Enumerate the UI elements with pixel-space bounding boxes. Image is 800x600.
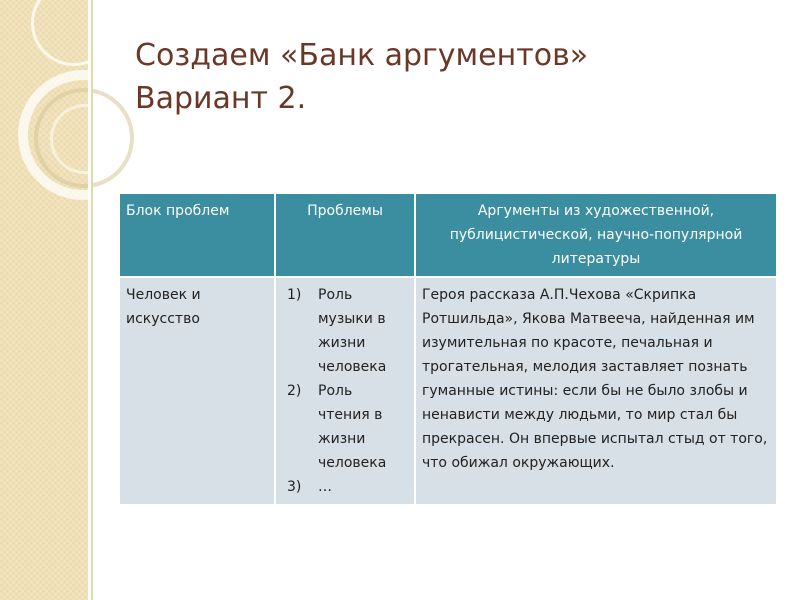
list-item [282,283,408,379]
list-item [282,475,408,499]
header-problem-block: Блок проблем [120,194,275,277]
decorative-ring [31,0,117,66]
table-header-row [120,194,776,277]
list-item [282,379,408,475]
list-item-number: 2) [287,383,302,399]
list-item-number: 3) [287,479,302,495]
slide-title-line-2: Вариант 2. [135,81,307,116]
side-divider [91,0,93,600]
table-row [120,277,776,504]
list-item-text: Роль музыки в жизни человека [318,287,387,375]
decorative-ring [50,104,120,174]
decorative-side-panel [0,0,88,600]
list-item-text: … [318,479,332,495]
arguments-table-container [120,194,776,504]
header-problems: Проблемы [275,194,415,277]
slide-title-line-1: Создаем «Банк аргументов» [135,38,589,73]
list-item-text: Роль чтения в жизни человека [318,383,387,471]
header-arguments: Аргументы из художественной, публицистической, научно-популярной литературы [415,194,776,277]
arguments-table [120,194,776,504]
problems-list [282,283,408,499]
slide-title [135,34,755,120]
cell-argument: Героя рассказа А.П.Чехова «Скрипка Ротшильда», Якова Матвееча, найденная им изумительная по красоте, печальная и трогательная, мелодия заставляет познать гуманные истины: если бы не было злобы и ненависти между людьми, то мир стал бы прекрасен. Он впервые испытал стыд от того, что обижал окружающих. [415,277,776,504]
list-item-number: 1) [287,287,302,303]
cell-problem-block: Человек и искусство [120,277,275,504]
cell-problems [275,277,415,504]
